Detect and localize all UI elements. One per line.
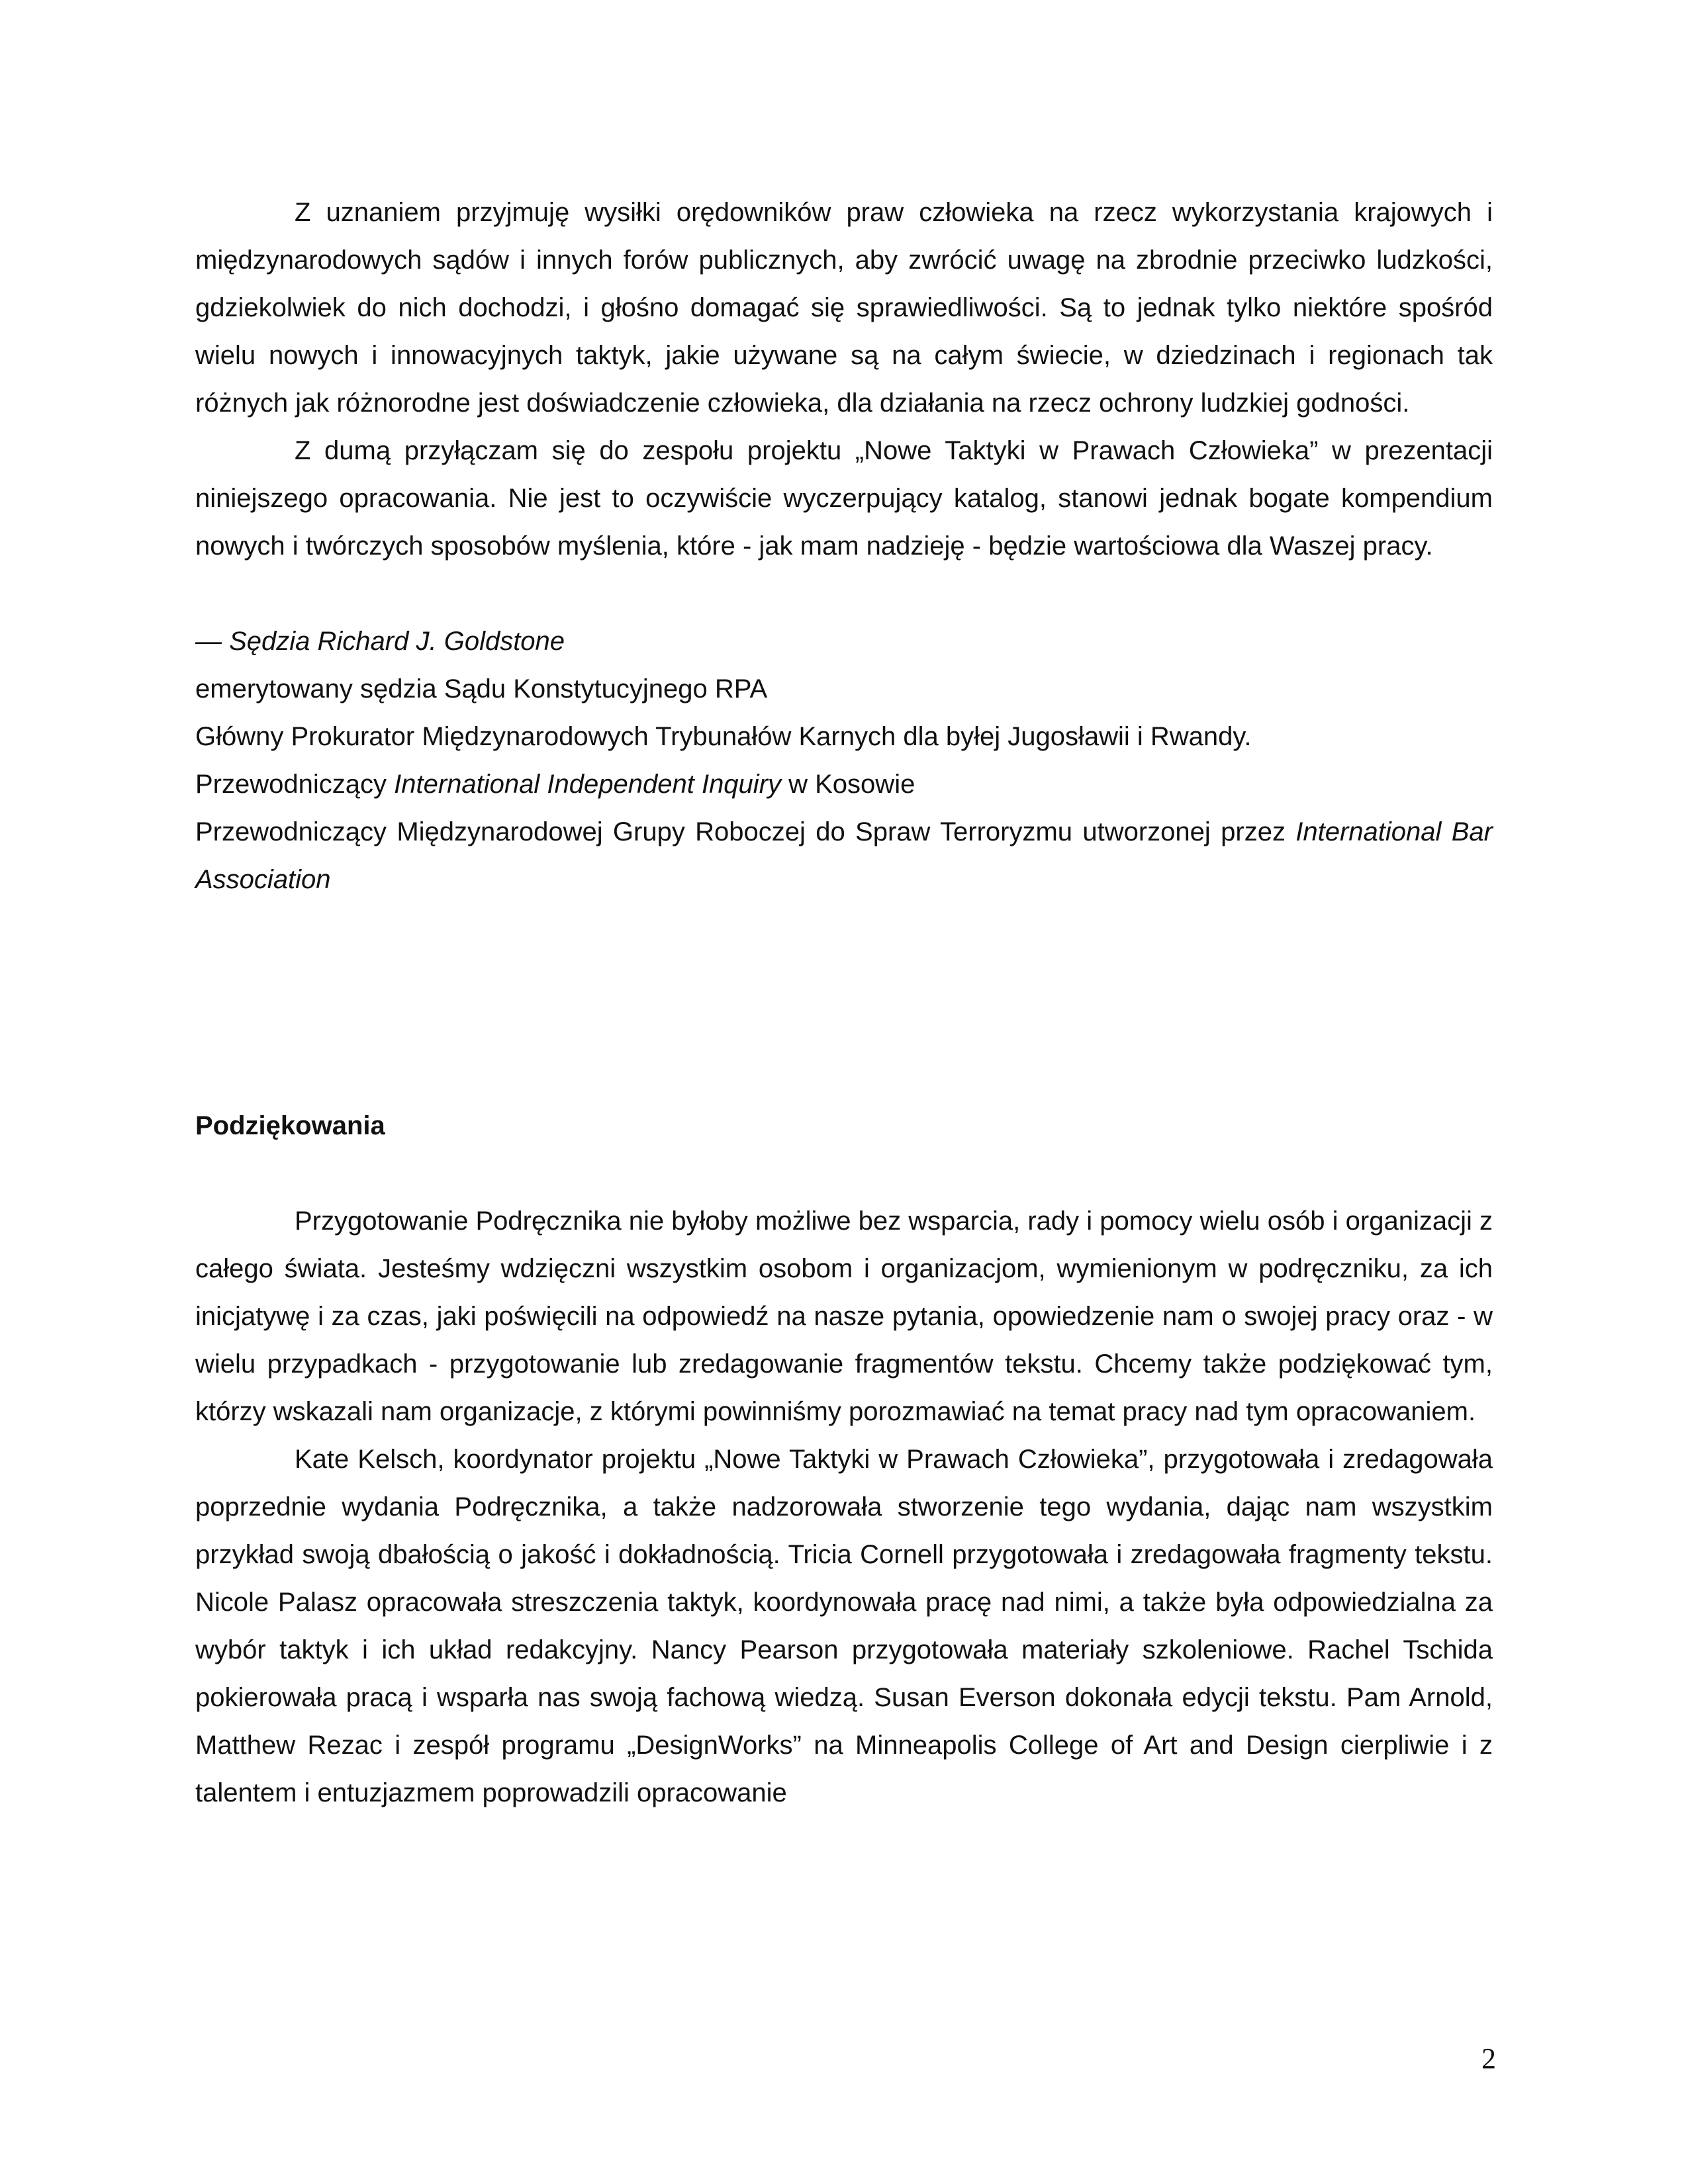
intro-paragraph-2: Z dumą przyłączam się do zespołu projektu „Nowe Taktyki w Prawach Człowieka” w prezentacji niniejszego opracowania. Nie jest to oczywiście wyczerpujący katalog, stanowi jednak bogate kompendium nowych i twórczych sposobów myślenia, które - jak mam nadzieję - będzie wartościowa dla Waszej pracy. — [195, 436, 1493, 561]
signature-line-4-italic: International Bar Association — [195, 817, 1493, 894]
intro-paragraph-1: Z uznaniem przyjmuję wysiłki orędowników praw człowieka na rzecz wykorzystania krajowych i międzynarodowych sądów i innych forów publicznych, aby zwrócić uwagę na zbrodnie przeciwko ludzkości, gdziekolwiek do nich dochodzi, i głośno domagać się sprawiedliwości. Są to jednak tylko niektóre spośród wielu nowych i innowacyjnych taktyk, jakie używane są na całym świecie, w dziedzinach i regionach tak różnych jak różnorodne jest doświadczenie człowieka, dla działania na rzecz ochrony ludzkiej godności. — [195, 198, 1493, 418]
signature-line-4-prefix: Przewodniczący Międzynarodowej Grupy Roboczej do Spraw Terroryzmu utworzonej przez — [195, 817, 1296, 846]
acknowledgements-paragraph-2: Kate Kelsch, koordynator projektu „Nowe Taktyki w Prawach Człowieka”, przygotowała i zredagowała poprzednie wydania Podręcznika, a także nadzorowała stworzenie tego wydania, dając nam wszystkim przykład swoją dbałością o jakość i dokładnością. Tricia Cornell przygotowała i zredagowała fragmenty tekstu. Nicole Palasz opracowała streszczenia taktyk, koordynowała pracę nad nimi, a także była odpowiedzialna za wybór taktyk i ich układ redakcyjny. Nancy Pearson przygotowała materiały szkoleniowe. Rachel Tschida pokierowała pracą i wsparła nas swoją fachową wiedzą. Susan Everson dokonała edycji tekstu. Pam Arnold, Matthew Rezac i zespół programu „DesignWorks” na Minneapolis College of Art and Design cierpliwie i z talentem i entuzjazmem poprowadzili opracowanie — [195, 1445, 1493, 1807]
page-number: 2 — [1481, 2042, 1496, 2075]
signature-line-3 — [195, 760, 1493, 808]
signature-name: — Sędzia Richard J. Goldstone — [195, 627, 565, 656]
section-heading: Podziękowania — [195, 1111, 385, 1140]
signature-line-2: Główny Prokurator Międzynarodowych Trybunałów Karnych dla byłej Jugosławii i Rwandy. — [195, 722, 1252, 751]
signature-line-3-suffix: w Kosowie — [781, 770, 915, 799]
signature-line-4 — [195, 808, 1493, 903]
signature-line-3-italic: International Independent Inquiry — [394, 770, 782, 799]
signature-line-1: emerytowany sędzia Sądu Konstytucyjnego RPA — [195, 674, 768, 704]
page-content — [195, 189, 1493, 1817]
signature-block — [195, 617, 1493, 903]
heading-spacer — [195, 1150, 1493, 1197]
signature-line-3-prefix: Przewodniczący — [195, 770, 395, 799]
acknowledgements-paragraph-1: Przygotowanie Podręcznika nie byłoby możliwe bez wsparcia, rady i pomocy wielu osób i organizacji z całego świata. Jesteśmy wdzięczni wszystkim osobom i organizacjom, wymienionym w podręczniku, za ich inicjatywę i za czas, jaki poświęcili na odpowiedź na nasze pytania, opowiedzenie nam o swojej pracy oraz - w wielu przypadkach - przygotowanie lub zredagowanie fragmentów tekstu. Chcemy także podziękować tym, którzy wskazali nam organizacje, z którymi powinniśmy porozmawiać na temat pracy nad tym opracowaniem. — [195, 1206, 1493, 1426]
